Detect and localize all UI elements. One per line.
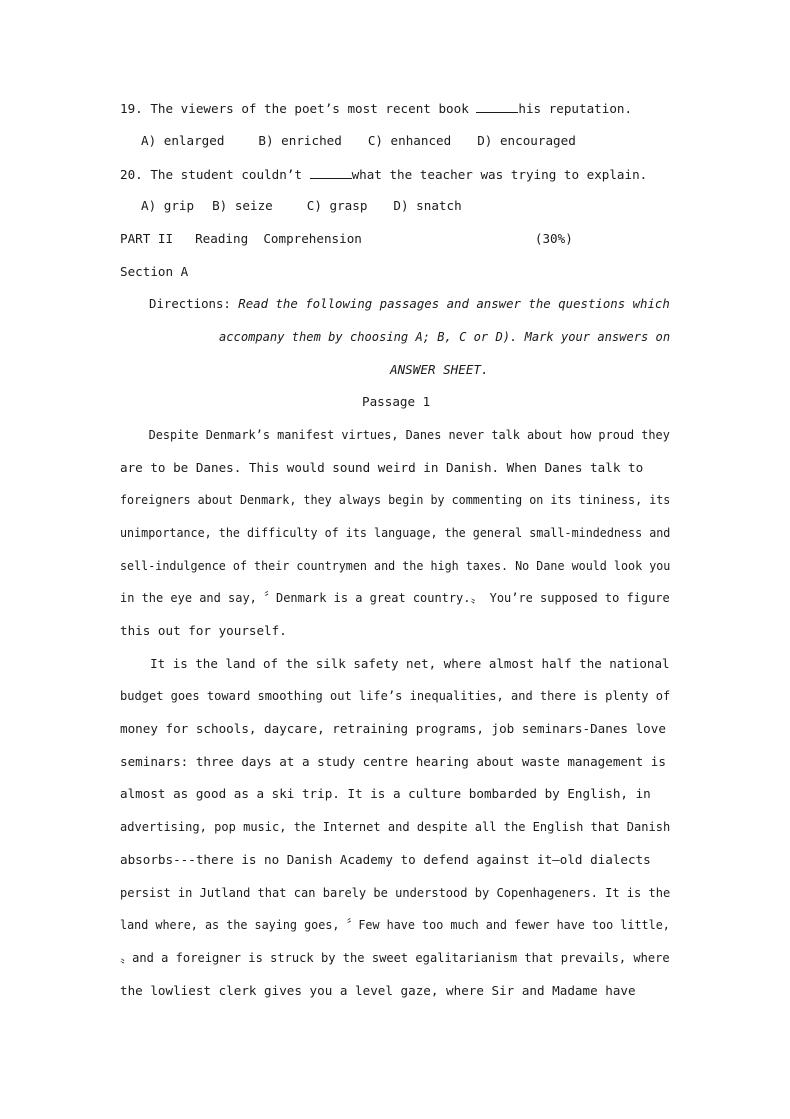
passage-line: are to be Danes. This would sound weird in Danish. When Danes talk to — [120, 460, 644, 475]
passage-line: seminars: three days at a study centre hearing about waste management is — [120, 754, 666, 769]
directions-text: Read the following passages and answer the questions which — [238, 296, 670, 311]
option-d: D) encouraged — [477, 133, 576, 148]
passage-line: in the eye and say, 〞Denmark is a great country.〟 You’re supposed to figure — [120, 590, 670, 605]
passage-line: It is the land of the silk safety net, where almost half the national — [120, 656, 670, 671]
passage-line: sell-indulgence of their countrymen and the high taxes. No Dane would look you — [120, 558, 671, 573]
passage-line: foreigners about Denmark, they always begin by commenting on its tininess, its — [120, 492, 671, 507]
passage-line: 〟and a foreigner is struck by the sweet egalitarianism that prevails, where — [120, 950, 670, 965]
question-19-stem-start: 19. The viewers of the poet’s most recent book — [120, 101, 477, 116]
directions-line-3: ANSWER SHEET. — [390, 362, 489, 377]
answer-blank — [476, 100, 518, 113]
question-20-options — [141, 198, 462, 214]
question-19-stem-end: his reputation. — [518, 101, 633, 116]
passage-line: persist in Jutland that can barely be understood by Copenhageners. It is the — [120, 885, 671, 900]
option-b: B) seize — [212, 198, 273, 213]
part-heading — [120, 231, 573, 247]
passage-line: absorbs---there is no Danish Academy to defend against it—old dialects — [120, 852, 651, 867]
question-20-stem-start: 20. The student couldn’t — [120, 167, 310, 182]
option-c: C) grasp — [306, 198, 368, 213]
passage-line: almost as good as a ski trip. It is a culture bombarded by English, in — [120, 786, 651, 801]
directions-label: Directions: — [149, 296, 239, 311]
passage-line: budget goes toward smoothing out life’s inequalities, and there is plenty of — [120, 688, 671, 703]
part-label: PART II — [120, 231, 174, 246]
passage-line: the lowliest clerk gives you a level gaze, where Sir and Madame have — [120, 983, 636, 998]
passage-line: advertising, pop music, the Internet and despite all the English that Danish — [120, 819, 671, 834]
passage-line: money for schools, daycare, retraining programs, job seminars-Danes love — [120, 721, 666, 736]
option-b: B) enriched — [258, 133, 342, 148]
passage-line: unimportance, the difficulty of its language, the general small-mindedness and — [120, 525, 671, 540]
passage-title: Passage 1 — [362, 394, 431, 409]
part-weight: (30%) — [534, 231, 573, 246]
option-c: C) enhanced — [367, 133, 452, 148]
passage-line: Despite Denmark’s manifest virtues, Danes never talk about how proud they — [120, 427, 670, 442]
part-title: Reading Comprehension — [195, 231, 362, 246]
question-20-stem-end: what the teacher was trying to explain. — [351, 167, 648, 182]
directions-line-2: accompany them by choosing A; B, C or D). Mark your answers on — [219, 329, 671, 344]
option-a: A) grip — [141, 198, 195, 213]
question-19-stem — [120, 100, 632, 117]
question-19-options — [141, 133, 576, 149]
answer-blank — [310, 166, 352, 179]
question-20-stem — [120, 166, 647, 183]
passage-line: this out for yourself. — [120, 623, 287, 638]
directions-line-1 — [149, 296, 670, 312]
option-d: D) snatch — [393, 198, 462, 213]
option-a: A) enlarged — [141, 133, 225, 148]
section-heading: Section A — [120, 264, 189, 279]
passage-line: land where, as the saying goes, 〞Few have too much and fewer have too little, — [120, 917, 670, 932]
